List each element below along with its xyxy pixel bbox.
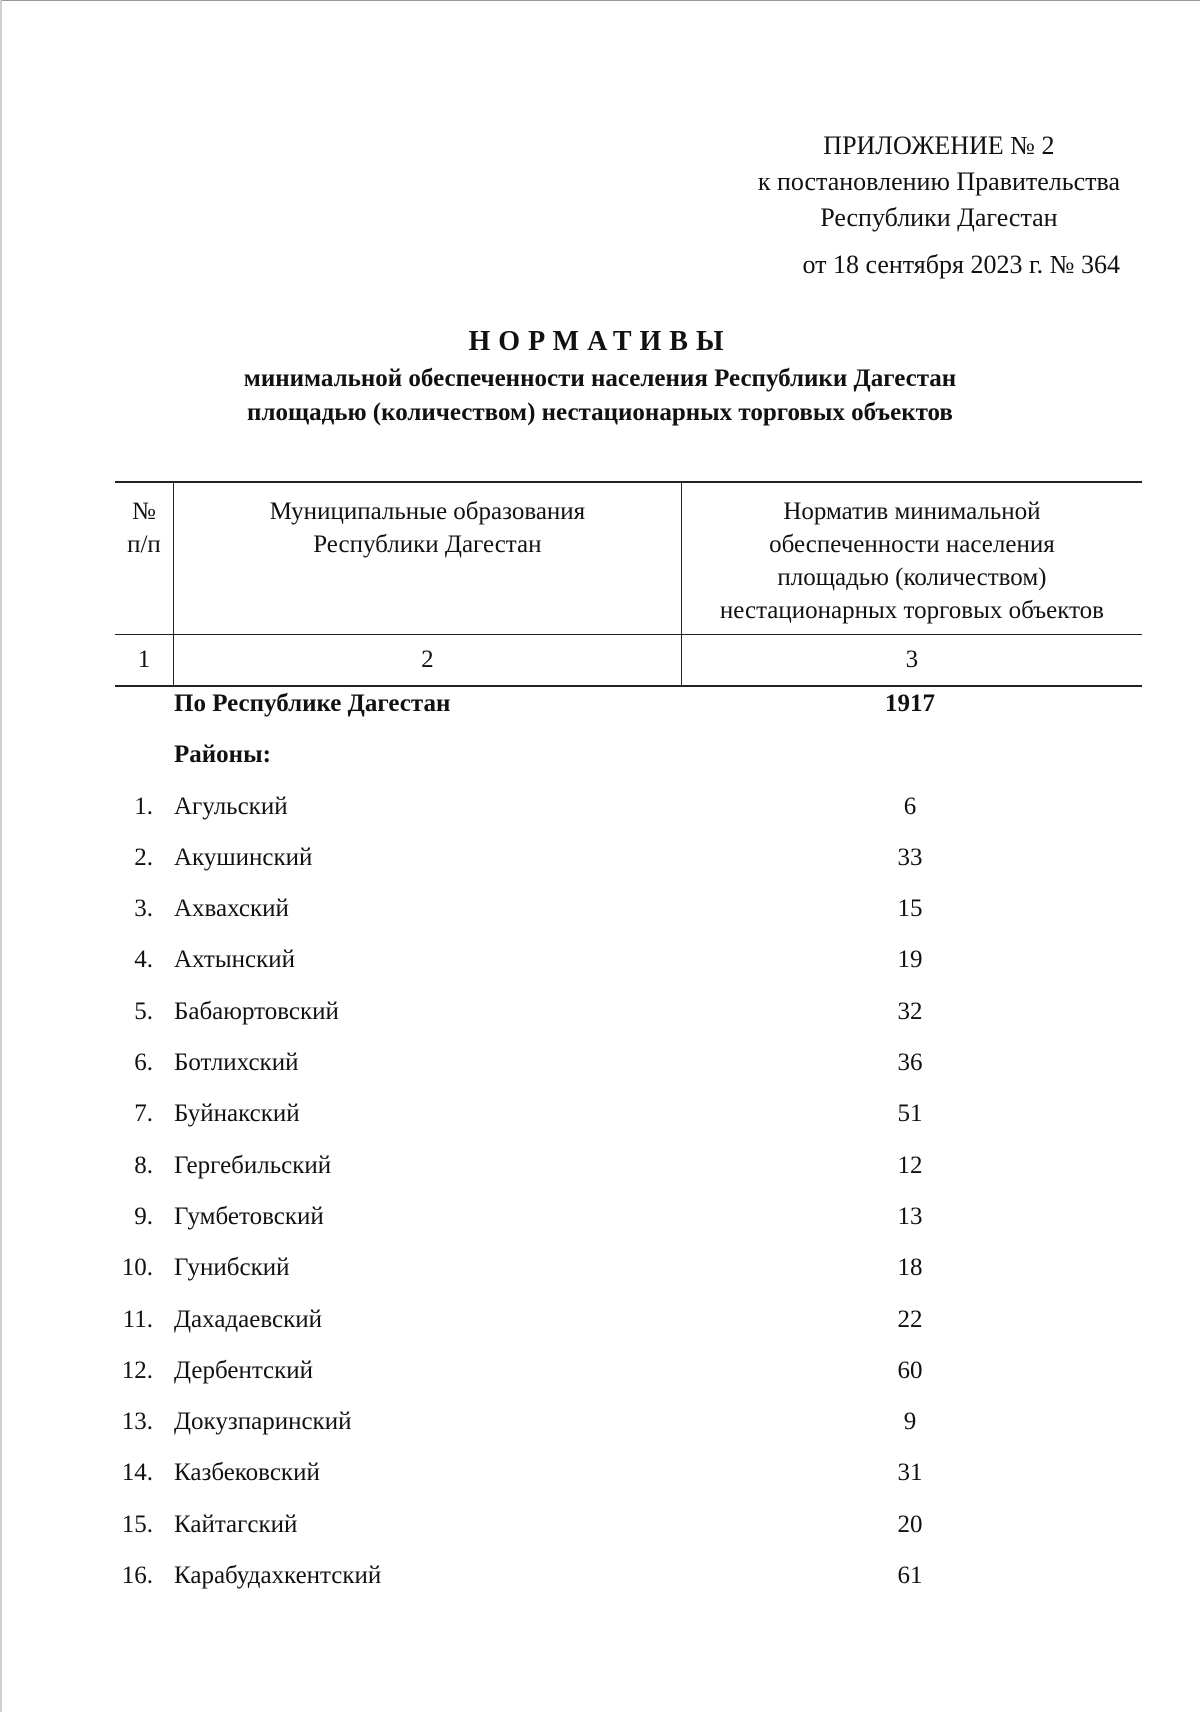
norm-value: 51 (897, 1100, 923, 1128)
header-municipality-line-1: Муниципальные образования (269, 498, 586, 525)
norm-value: 9 (903, 1408, 917, 1436)
row-number: 11. (122, 1305, 153, 1333)
table-row (0, 1511, 1200, 1562)
norm-value: 15 (897, 895, 923, 923)
norms-table-header (115, 481, 1142, 687)
document-title (150, 322, 1050, 430)
page-top-border (0, 0, 1200, 1)
row-number: 9. (134, 1202, 153, 1230)
municipality-name: Гумбетовский (174, 1202, 324, 1230)
row-number: 3. (134, 895, 153, 923)
row-number: 2. (134, 843, 153, 871)
table-row (0, 895, 1200, 946)
municipality-name: Карабудахкентский (174, 1562, 382, 1590)
header-norm-column (681, 482, 1142, 634)
norm-value: 1917 (885, 690, 935, 717)
table-row (0, 1306, 1200, 1357)
municipality-name: Кайтагский (174, 1510, 298, 1538)
table-row (0, 844, 1200, 895)
table-row (0, 1254, 1200, 1305)
header-number-column (115, 482, 173, 634)
table-row (0, 690, 1200, 741)
row-number: 13. (121, 1408, 153, 1436)
header-norm-line-2: обеспеченности населения (769, 531, 1055, 558)
municipality-name: Акушинский (174, 843, 313, 871)
header-number-line-2: п/п (127, 531, 161, 558)
norm-value: 31 (897, 1459, 923, 1487)
norm-value: 19 (897, 946, 923, 974)
municipality-name: Районы: (174, 741, 271, 769)
row-number: 4. (134, 946, 153, 974)
municipality-name: Буйнакский (174, 1100, 300, 1128)
municipality-name: Казбековский (174, 1459, 320, 1487)
municipality-name: Ботлихский (174, 1049, 299, 1077)
title-main: НОРМАТИВЫ (468, 326, 732, 357)
municipality-name: Агульский (174, 792, 288, 820)
table-row (0, 998, 1200, 1049)
header-municipality-line-2: Республики Дагестан (313, 531, 542, 558)
row-number: 14. (121, 1459, 153, 1487)
norm-value: 20 (897, 1510, 923, 1538)
municipality-name: Докузпаринский (174, 1408, 352, 1436)
row-number: 5. (134, 997, 153, 1025)
appendix-resolution-line: к постановлению Правительства (757, 167, 1120, 196)
header-norm-line-3: площадью (количеством) (777, 564, 1047, 591)
table-row (0, 741, 1200, 792)
norm-value: 32 (897, 997, 923, 1025)
title-subtitle-line-1: минимальной обеспеченности населения Республики Дагестан (243, 365, 957, 392)
index-cell-1: 1 (115, 634, 173, 686)
norm-value: 22 (897, 1305, 923, 1333)
norm-value: 13 (897, 1202, 923, 1230)
appendix-header (758, 128, 1120, 236)
municipality-name: Гергебильский (174, 1151, 332, 1179)
table-row (0, 1203, 1200, 1254)
header-norm-line-1: Норматив минимальной (783, 498, 1041, 525)
index-cell-2: 2 (173, 634, 681, 686)
norm-value: 12 (897, 1151, 923, 1179)
header-norm-line-4: нестационарных торговых объектов (719, 597, 1104, 624)
table-row (0, 793, 1200, 844)
title-subtitle-line-2: площадью (количеством) нестационарных торговых объектов (247, 399, 953, 426)
appendix-date: от 18 сентября 2023 г. № 364 (802, 250, 1120, 279)
table-row (0, 1408, 1200, 1459)
municipality-name: Дахадаевский (174, 1305, 322, 1333)
row-number: 7. (134, 1100, 153, 1128)
municipality-name: Бабаюртовский (174, 997, 339, 1025)
table-row (0, 1152, 1200, 1203)
table-row (0, 1459, 1200, 1510)
index-cell-3: 3 (681, 634, 1142, 686)
table-row (0, 1049, 1200, 1100)
appendix-republic-line: Республики Дагестан (820, 203, 1058, 232)
municipality-name: По Республике Дагестан (174, 690, 451, 717)
norm-value: 60 (897, 1356, 923, 1384)
header-number-line-1: № (132, 498, 156, 525)
norm-value: 18 (897, 1254, 923, 1282)
table-index-row (115, 634, 1142, 686)
row-number: 10. (121, 1254, 153, 1282)
table-row (0, 1357, 1200, 1408)
table-header-row (115, 482, 1142, 634)
row-number: 8. (134, 1151, 153, 1179)
header-municipality-column (173, 482, 681, 634)
row-number: 15. (121, 1510, 153, 1538)
appendix-number: ПРИЛОЖЕНИЕ № 2 (823, 131, 1055, 160)
municipality-name: Гунибский (174, 1254, 290, 1282)
norms-table-body (0, 690, 1200, 1613)
municipality-name: Ахвахский (174, 895, 289, 923)
municipality-name: Дербентский (174, 1356, 314, 1384)
norm-value: 33 (897, 843, 923, 871)
row-number: 12. (121, 1356, 153, 1384)
norm-value: 36 (897, 1049, 923, 1077)
norm-value: 6 (903, 792, 917, 820)
norm-value: 61 (897, 1562, 923, 1590)
row-number: 6. (134, 1049, 153, 1077)
table-row (0, 1562, 1200, 1613)
row-number: 1. (134, 792, 153, 820)
table-row (0, 946, 1200, 997)
table-row (0, 1100, 1200, 1151)
municipality-name: Ахтынский (174, 946, 296, 974)
row-number: 16. (121, 1562, 153, 1590)
